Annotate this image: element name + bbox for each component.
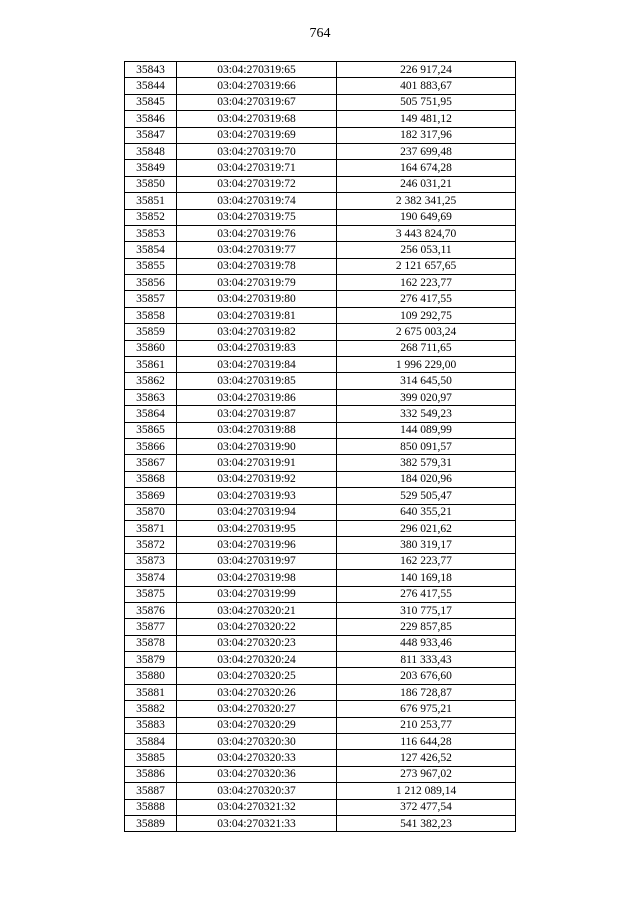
- cadastral-number-cell: 03:04:270320:36: [177, 766, 337, 782]
- cadastral-number-cell: 03:04:270319:99: [177, 586, 337, 602]
- table-row: [125, 668, 516, 684]
- table-row: [125, 176, 516, 192]
- row-number-cell: 35854: [125, 242, 177, 258]
- value-cell: 127 426,52: [337, 750, 516, 766]
- table-row: [125, 799, 516, 815]
- cadastral-number-cell: 03:04:270319:77: [177, 242, 337, 258]
- value-cell: 276 417,55: [337, 291, 516, 307]
- table-body: [125, 62, 516, 832]
- cadastral-number-cell: 03:04:270320:22: [177, 619, 337, 635]
- row-number-cell: 35855: [125, 258, 177, 274]
- cadastral-number-cell: 03:04:270320:29: [177, 717, 337, 733]
- value-cell: 256 053,11: [337, 242, 516, 258]
- value-cell: 116 644,28: [337, 734, 516, 750]
- row-number-cell: 35858: [125, 307, 177, 323]
- row-number-cell: 35866: [125, 438, 177, 454]
- value-cell: 203 676,60: [337, 668, 516, 684]
- cadastral-number-cell: 03:04:270319:98: [177, 570, 337, 586]
- value-cell: 3 443 824,70: [337, 225, 516, 241]
- value-cell: 850 091,57: [337, 438, 516, 454]
- table-row: [125, 307, 516, 323]
- row-number-cell: 35852: [125, 209, 177, 225]
- table-row: [125, 734, 516, 750]
- value-cell: 1 212 089,14: [337, 783, 516, 799]
- value-cell: 162 223,77: [337, 275, 516, 291]
- row-number-cell: 35847: [125, 127, 177, 143]
- cadastral-number-cell: 03:04:270319:86: [177, 389, 337, 405]
- table-row: [125, 242, 516, 258]
- table-row: [125, 520, 516, 536]
- table-row: [125, 78, 516, 94]
- row-number-cell: 35888: [125, 799, 177, 815]
- value-cell: 296 021,62: [337, 520, 516, 536]
- row-number-cell: 35873: [125, 553, 177, 569]
- table-row: [125, 717, 516, 733]
- value-cell: 676 975,21: [337, 701, 516, 717]
- page-number: 764: [309, 26, 331, 41]
- table-row: [125, 94, 516, 110]
- value-cell: 268 711,65: [337, 340, 516, 356]
- table-row: [125, 586, 516, 602]
- table-row: [125, 373, 516, 389]
- row-number-cell: 35848: [125, 143, 177, 159]
- value-cell: 182 317,96: [337, 127, 516, 143]
- value-cell: 2 675 003,24: [337, 324, 516, 340]
- table-row: [125, 570, 516, 586]
- value-cell: 529 505,47: [337, 488, 516, 504]
- row-number-cell: 35843: [125, 62, 177, 78]
- cadastral-number-cell: 03:04:270319:78: [177, 258, 337, 274]
- value-cell: 184 020,96: [337, 471, 516, 487]
- value-cell: 448 933,46: [337, 635, 516, 651]
- row-number-cell: 35872: [125, 537, 177, 553]
- table-row: [125, 750, 516, 766]
- table-row: [125, 111, 516, 127]
- value-cell: 109 292,75: [337, 307, 516, 323]
- row-number-cell: 35879: [125, 652, 177, 668]
- row-number-cell: 35857: [125, 291, 177, 307]
- value-cell: 149 481,12: [337, 111, 516, 127]
- cadastral-number-cell: 03:04:270319:72: [177, 176, 337, 192]
- value-cell: 162 223,77: [337, 553, 516, 569]
- value-cell: 399 020,97: [337, 389, 516, 405]
- row-number-cell: 35846: [125, 111, 177, 127]
- table-row: [125, 783, 516, 799]
- row-number-cell: 35844: [125, 78, 177, 94]
- row-number-cell: 35850: [125, 176, 177, 192]
- value-cell: 186 728,87: [337, 684, 516, 700]
- cadastral-number-cell: 03:04:270319:85: [177, 373, 337, 389]
- table-row: [125, 553, 516, 569]
- row-number-cell: 35877: [125, 619, 177, 635]
- value-cell: 372 477,54: [337, 799, 516, 815]
- cadastral-number-cell: 03:04:270319:94: [177, 504, 337, 520]
- table-row: [125, 127, 516, 143]
- row-number-cell: 35862: [125, 373, 177, 389]
- cadastral-number-cell: 03:04:270319:68: [177, 111, 337, 127]
- table-row: [125, 291, 516, 307]
- cadastral-number-cell: 03:04:270319:84: [177, 357, 337, 373]
- cadastral-number-cell: 03:04:270319:96: [177, 537, 337, 553]
- table-row: [125, 143, 516, 159]
- row-number-cell: 35889: [125, 815, 177, 831]
- cadastral-number-cell: 03:04:270319:67: [177, 94, 337, 110]
- cadastral-number-cell: 03:04:270319:71: [177, 160, 337, 176]
- value-cell: 276 417,55: [337, 586, 516, 602]
- cadastral-number-cell: 03:04:270319:97: [177, 553, 337, 569]
- table-row: [125, 455, 516, 471]
- row-number-cell: 35884: [125, 734, 177, 750]
- table-row: [125, 619, 516, 635]
- row-number-cell: 35875: [125, 586, 177, 602]
- value-cell: 380 319,17: [337, 537, 516, 553]
- cadastral-value-table: [124, 61, 516, 832]
- value-cell: 144 089,99: [337, 422, 516, 438]
- cadastral-number-cell: 03:04:270320:37: [177, 783, 337, 799]
- cadastral-number-cell: 03:04:270319:87: [177, 406, 337, 422]
- value-cell: 541 382,23: [337, 815, 516, 831]
- row-number-cell: 35867: [125, 455, 177, 471]
- value-cell: 226 917,24: [337, 62, 516, 78]
- cadastral-number-cell: 03:04:270319:80: [177, 291, 337, 307]
- row-number-cell: 35874: [125, 570, 177, 586]
- cadastral-number-cell: 03:04:270320:33: [177, 750, 337, 766]
- row-number-cell: 35853: [125, 225, 177, 241]
- cadastral-number-cell: 03:04:270320:21: [177, 602, 337, 618]
- cadastral-number-cell: 03:04:270321:32: [177, 799, 337, 815]
- cadastral-number-cell: 03:04:270319:92: [177, 471, 337, 487]
- value-cell: 190 649,69: [337, 209, 516, 225]
- value-cell: 246 031,21: [337, 176, 516, 192]
- cadastral-number-cell: 03:04:270319:88: [177, 422, 337, 438]
- cadastral-number-cell: 03:04:270319:83: [177, 340, 337, 356]
- row-number-cell: 35851: [125, 193, 177, 209]
- table-row: [125, 766, 516, 782]
- table-row: [125, 471, 516, 487]
- table-row: [125, 422, 516, 438]
- table-row: [125, 504, 516, 520]
- cadastral-number-cell: 03:04:270319:90: [177, 438, 337, 454]
- table-row: [125, 602, 516, 618]
- table-row: [125, 537, 516, 553]
- table-row: [125, 225, 516, 241]
- table-row: [125, 258, 516, 274]
- table-row: [125, 193, 516, 209]
- value-cell: 1 996 229,00: [337, 357, 516, 373]
- row-number-cell: 35856: [125, 275, 177, 291]
- cadastral-number-cell: 03:04:270319:75: [177, 209, 337, 225]
- row-number-cell: 35885: [125, 750, 177, 766]
- row-number-cell: 35871: [125, 520, 177, 536]
- row-number-cell: 35860: [125, 340, 177, 356]
- table-row: [125, 324, 516, 340]
- row-number-cell: 35861: [125, 357, 177, 373]
- row-number-cell: 35876: [125, 602, 177, 618]
- row-number-cell: 35878: [125, 635, 177, 651]
- row-number-cell: 35845: [125, 94, 177, 110]
- row-number-cell: 35883: [125, 717, 177, 733]
- row-number-cell: 35886: [125, 766, 177, 782]
- cadastral-number-cell: 03:04:270319:91: [177, 455, 337, 471]
- table-row: [125, 340, 516, 356]
- value-cell: 505 751,95: [337, 94, 516, 110]
- table-row: [125, 406, 516, 422]
- table-row: [125, 652, 516, 668]
- cadastral-number-cell: 03:04:270320:25: [177, 668, 337, 684]
- cadastral-number-cell: 03:04:270320:27: [177, 701, 337, 717]
- cadastral-number-cell: 03:04:270320:24: [177, 652, 337, 668]
- table-row: [125, 635, 516, 651]
- table-row: [125, 160, 516, 176]
- value-cell: 2 382 341,25: [337, 193, 516, 209]
- row-number-cell: 35864: [125, 406, 177, 422]
- table-row: [125, 438, 516, 454]
- cadastral-number-cell: 03:04:270319:76: [177, 225, 337, 241]
- value-cell: 640 355,21: [337, 504, 516, 520]
- row-number-cell: 35865: [125, 422, 177, 438]
- value-cell: 140 169,18: [337, 570, 516, 586]
- table-row: [125, 357, 516, 373]
- row-number-cell: 35887: [125, 783, 177, 799]
- cadastral-number-cell: 03:04:270320:30: [177, 734, 337, 750]
- value-cell: 310 775,17: [337, 602, 516, 618]
- value-cell: 401 883,67: [337, 78, 516, 94]
- row-number-cell: 35869: [125, 488, 177, 504]
- cadastral-number-cell: 03:04:270319:69: [177, 127, 337, 143]
- value-cell: 273 967,02: [337, 766, 516, 782]
- cadastral-number-cell: 03:04:270321:33: [177, 815, 337, 831]
- cadastral-number-cell: 03:04:270319:95: [177, 520, 337, 536]
- cadastral-number-cell: 03:04:270319:79: [177, 275, 337, 291]
- row-number-cell: 35849: [125, 160, 177, 176]
- cadastral-number-cell: 03:04:270319:81: [177, 307, 337, 323]
- cadastral-number-cell: 03:04:270319:93: [177, 488, 337, 504]
- row-number-cell: 35881: [125, 684, 177, 700]
- value-cell: 229 857,85: [337, 619, 516, 635]
- table-row: [125, 62, 516, 78]
- cadastral-number-cell: 03:04:270320:26: [177, 684, 337, 700]
- value-cell: 2 121 657,65: [337, 258, 516, 274]
- value-cell: 210 253,77: [337, 717, 516, 733]
- row-number-cell: 35868: [125, 471, 177, 487]
- table-row: [125, 488, 516, 504]
- table-row: [125, 209, 516, 225]
- table-row: [125, 275, 516, 291]
- table-row: [125, 701, 516, 717]
- value-cell: 332 549,23: [337, 406, 516, 422]
- table-row: [125, 389, 516, 405]
- table-row: [125, 815, 516, 831]
- row-number-cell: 35870: [125, 504, 177, 520]
- cadastral-number-cell: 03:04:270319:74: [177, 193, 337, 209]
- row-number-cell: 35880: [125, 668, 177, 684]
- row-number-cell: 35882: [125, 701, 177, 717]
- row-number-cell: 35863: [125, 389, 177, 405]
- row-number-cell: 35859: [125, 324, 177, 340]
- cadastral-number-cell: 03:04:270319:66: [177, 78, 337, 94]
- table-row: [125, 684, 516, 700]
- cadastral-number-cell: 03:04:270319:82: [177, 324, 337, 340]
- value-cell: 382 579,31: [337, 455, 516, 471]
- value-cell: 314 645,50: [337, 373, 516, 389]
- value-cell: 811 333,43: [337, 652, 516, 668]
- value-cell: 237 699,48: [337, 143, 516, 159]
- cadastral-number-cell: 03:04:270319:65: [177, 62, 337, 78]
- value-cell: 164 674,28: [337, 160, 516, 176]
- cadastral-number-cell: 03:04:270320:23: [177, 635, 337, 651]
- cadastral-number-cell: 03:04:270319:70: [177, 143, 337, 159]
